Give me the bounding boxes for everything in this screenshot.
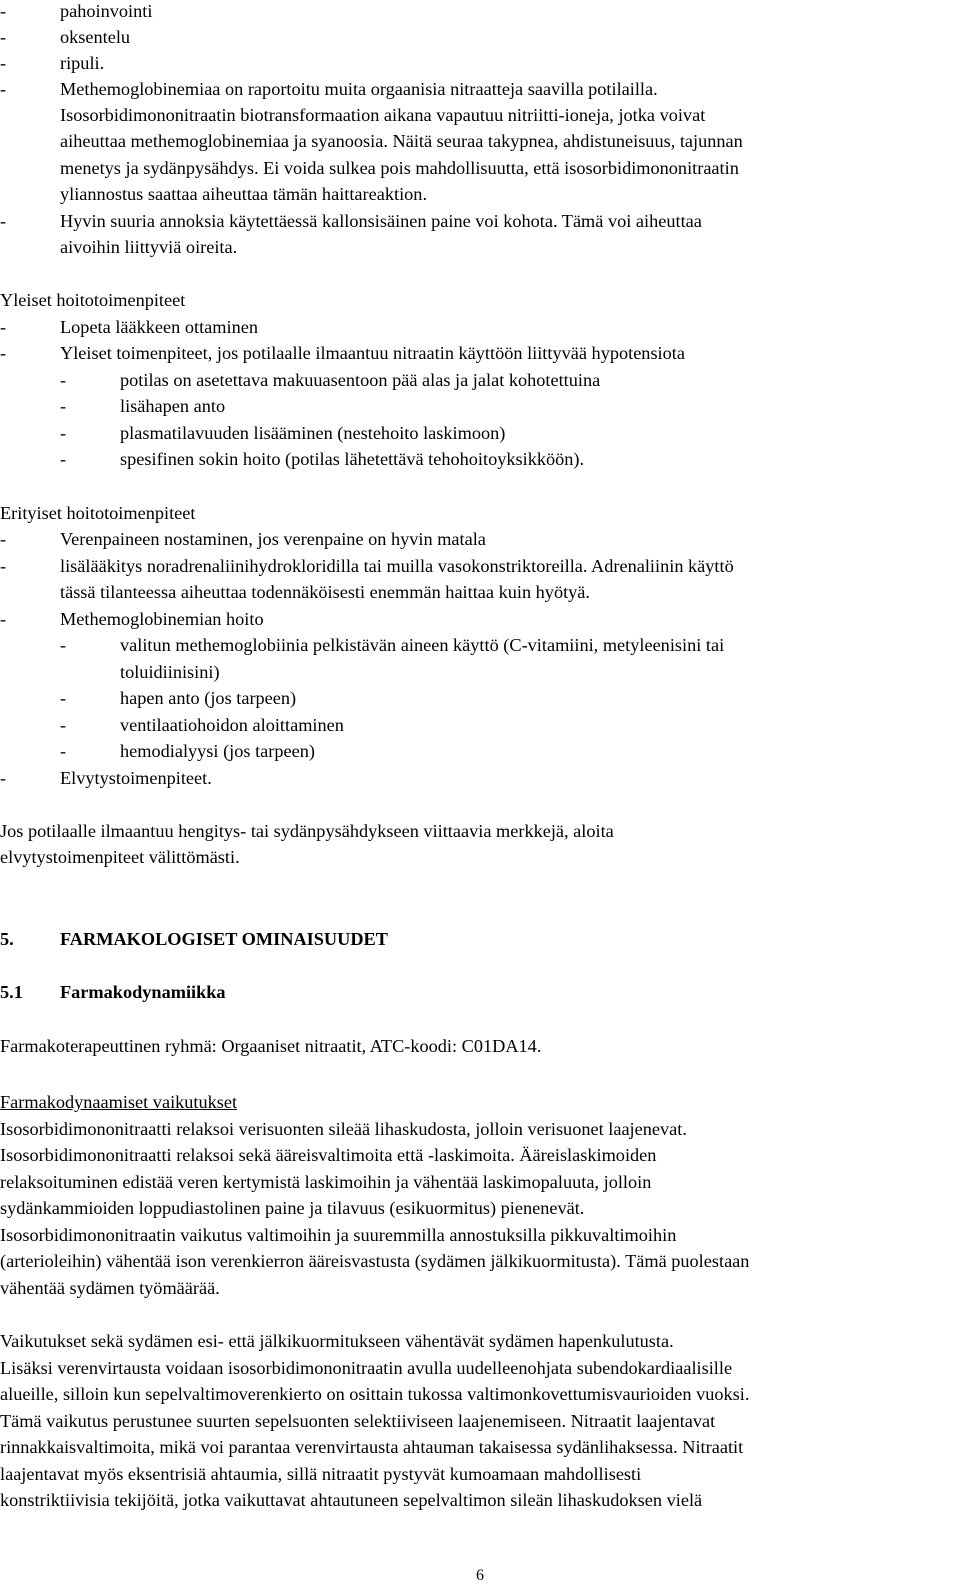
paragraph-line: (arterioleihin) vähentää ison verenkierron ääreisvastusta (sydämen jälkikuormitusta). Tämä puolestaan	[0, 1251, 750, 1271]
paragraph-line: Farmakoterapeuttinen ryhmä: Orgaaniset nitraatit, ATC-koodi: C01DA14.	[0, 1036, 542, 1056]
text-line: tässä tilanteessa aiheuttaa todennäköisesti enemmän haittaa kuin hyötyä.	[60, 582, 590, 602]
section-heading: Erityiset hoitotoimenpiteet	[0, 503, 196, 523]
list-dash: -	[0, 1, 7, 21]
text-line: yliannostus saattaa aiheuttaa tämän haittareaktion.	[60, 184, 428, 204]
list-dash: -	[0, 529, 7, 549]
list-dash: -	[0, 79, 7, 99]
text-line: aivoihin liittyviä oireita.	[60, 237, 238, 257]
list-item: ripuli.	[60, 53, 105, 73]
sublist-dash: -	[60, 688, 67, 708]
paragraph-line: Isosorbidimononitraatti relaksoi sekä ääreisvaltimoita että -laskimoita. Ääreislaskimoiden	[0, 1145, 657, 1165]
paragraph-line: Vaikutukset sekä sydämen esi- että jälkikuormitukseen vähentävät sydämen hapenkulutusta.	[0, 1331, 674, 1351]
sublist-item: potilas on asetettava makuuasentoon pää alas ja jalat kohotettuina	[120, 370, 601, 390]
sublist-dash: -	[60, 715, 67, 735]
paragraph-line: konstriktiivisia tekijöitä, jotka vaikuttavat ahtautuneen sepelvaltimon sileän lihaskudoksen vielä	[0, 1490, 703, 1510]
text-line: Isosorbidimononitraatin biotransformaation aikana vapautuu nitriitti-ioneja, jotka voivat	[60, 105, 706, 125]
section-heading: Yleiset hoitotoimenpiteet	[0, 290, 186, 310]
list-dash: -	[0, 609, 7, 629]
paragraph-line: sydänkammioiden loppudiastolinen paine ja tilavuus (esikuormitus) pienenevät.	[0, 1198, 585, 1218]
list-item: pahoinvointi	[60, 1, 153, 21]
list-item: Yleiset toimenpiteet, jos potilaalle ilmaantuu nitraatin käyttöön liittyvää hypotensiota	[60, 343, 685, 363]
list-item: Verenpaineen nostaminen, jos verenpaine on hyvin matala	[60, 529, 486, 549]
list-dash: -	[0, 53, 7, 73]
list-dash: -	[0, 556, 7, 576]
list-dash: -	[0, 27, 7, 47]
sublist-item: spesifinen sokin hoito (potilas lähetettävä tehohoitoyksikköön).	[120, 449, 585, 469]
underlined-heading: Farmakodynaamiset vaikutukset	[0, 1092, 238, 1112]
paragraph-line: Isosorbidimononitraatti relaksoi verisuonten sileää lihaskudosta, jolloin verisuonet laajenevat.	[0, 1119, 687, 1139]
paragraph-line: alueille, silloin kun sepelvaltimoverenkierto on osittain tukossa valtimonkovettumisvaurioiden vuoksi.	[0, 1384, 750, 1404]
paragraph-line: Tämä vaikutus perustunee suurten sepelsuonten selektiiviseen laajenemiseen. Nitraatit laajentavat	[0, 1411, 716, 1431]
sublist-item: hapen anto (jos tarpeen)	[120, 688, 297, 708]
section-title: FARMAKOLOGISET OMINAISUUDET	[60, 929, 388, 949]
paragraph-line: Isosorbidimononitraatin vaikutus valtimoihin ja suuremmilla annostuksilla pikkuvaltimoihin	[0, 1225, 677, 1245]
text-line: menetys ja sydänpysähdys. Ei voida sulkea pois mahdollisuutta, että isosorbidimononitraatin	[60, 158, 739, 178]
sublist-item: ventilaatiohoidon aloittaminen	[120, 715, 344, 735]
subsection-number: 5.1	[0, 982, 23, 1002]
list-item: Hyvin suuria annoksia käytettäessä kallonsisäinen paine voi kohota. Tämä voi aiheuttaa	[60, 211, 702, 231]
sublist-dash: -	[60, 370, 67, 390]
list-dash: -	[0, 343, 7, 363]
sublist-item: lisähapen anto	[120, 396, 226, 416]
list-dash: -	[0, 317, 7, 337]
list-item: Elvytystoimenpiteet.	[60, 768, 212, 788]
paragraph-line: rinnakkaisvaltimoita, mikä voi parantaa verenvirtausta ahtauman takaisessa sydänlihaksessa. Nitraatit	[0, 1437, 744, 1457]
paragraph-line: relaksoituminen edistää veren kertymistä laskimoihin ja vähentää laskimopaluuta, jolloin	[0, 1172, 652, 1192]
paragraph-line: Lisäksi verenvirtausta voidaan isosorbidimononitraatin avulla uudelleenohjata subendokardiaalisille	[0, 1358, 733, 1378]
sublist-dash: -	[60, 635, 67, 655]
list-item: Methemoglobinemian hoito	[60, 609, 264, 629]
text-line: aiheuttaa methemoglobinemiaa ja syanoosia. Näitä seuraa takypnea, ahdistuneisuus, tajunnan	[60, 131, 743, 151]
list-item: Methemoglobinemiaa on raportoitu muita orgaanisia nitraatteja saavilla potilailla.	[60, 79, 658, 99]
list-dash: -	[0, 211, 7, 231]
paragraph-line: laajentavat myös eksentrisiä ahtaumia, sillä nitraatit pystyvät kumoamaan mahdollisesti	[0, 1464, 642, 1484]
list-item: Lopeta lääkkeen ottaminen	[60, 317, 258, 337]
section-number: 5.	[0, 929, 14, 949]
list-item: lisälääkitys noradrenaliinihydrokloridilla tai muilla vasokonstriktoreilla. Adrenaliinin käyttö	[60, 556, 734, 576]
list-item: oksentelu	[60, 27, 131, 47]
list-dash: -	[0, 768, 7, 788]
sublist-dash: -	[60, 423, 67, 443]
page-number: 6	[476, 1567, 484, 1584]
subsection-title: Farmakodynamiikka	[60, 982, 226, 1002]
sublist-dash: -	[60, 396, 67, 416]
sublist-item: plasmatilavuuden lisääminen (nestehoito laskimoon)	[120, 423, 506, 443]
sublist-item: hemodialyysi (jos tarpeen)	[120, 741, 315, 761]
sublist-dash: -	[60, 741, 67, 761]
paragraph-line: Jos potilaalle ilmaantuu hengitys- tai sydänpysähdykseen viittaavia merkkejä, aloita	[0, 821, 614, 841]
sublist-item: valitun methemoglobiinia pelkistävän aineen käyttö (C-vitamiini, metyleenisini tai	[120, 635, 725, 655]
paragraph-line: vähentää sydämen työmäärää.	[0, 1278, 220, 1298]
text-line: toluidiinisini)	[120, 662, 220, 682]
paragraph-line: elvytystoimenpiteet välittömästi.	[0, 847, 240, 867]
sublist-dash: -	[60, 449, 67, 469]
